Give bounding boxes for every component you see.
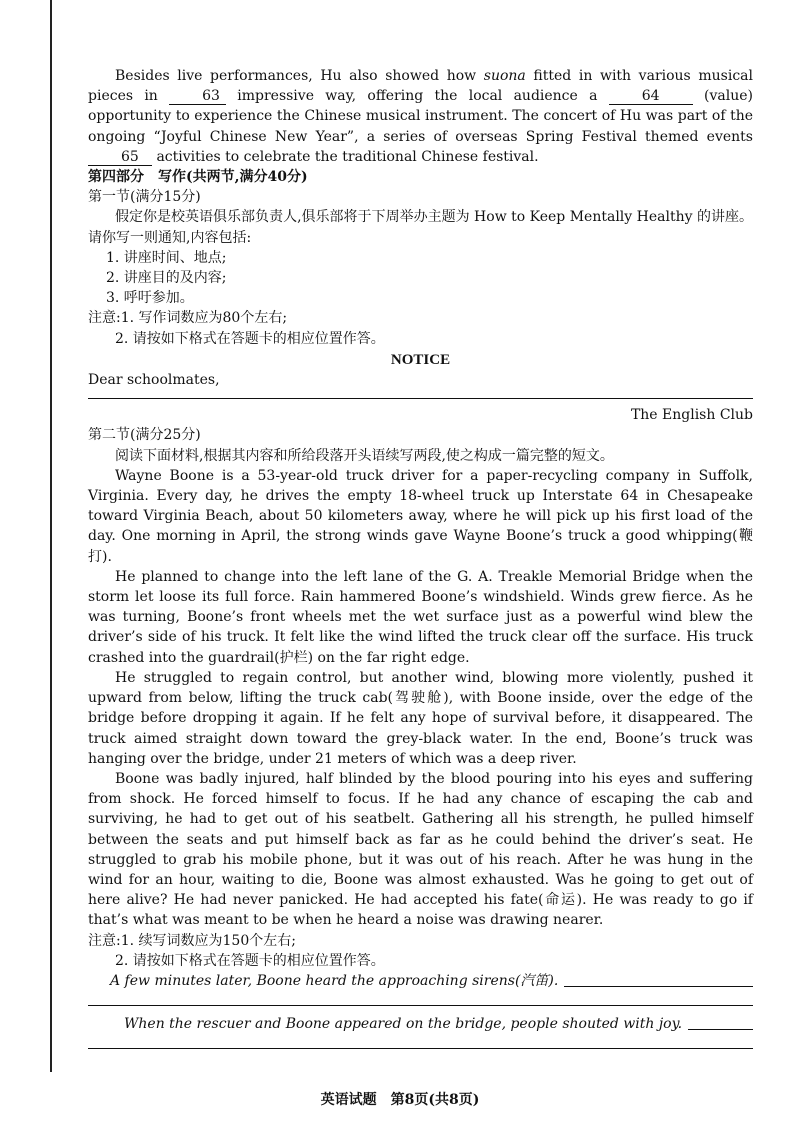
notice-title: NOTICE — [390, 351, 451, 368]
section2-note-1: 注意:1. 续写词数应为150个左右; — [88, 932, 296, 949]
writing-line[interactable] — [88, 398, 753, 399]
section1-item-1: 1. 讲座时间、地点; — [106, 249, 227, 266]
passage-text: impressive way, offering the local audience a — [237, 88, 598, 105]
answer-line[interactable] — [688, 1029, 753, 1030]
story-paragraph-1: Wayne Boone is a 53-year-old truck driver for a paper-recycling company in Suffolk, Virginia. Every day, he drives the empty 18-wheel truck up Interstate 64 in Chesapeake toward Virginia Beach, about 50 kilometers away, where he will pick up his first load of the day. One morning in April, the strong winds gave Wayne Boone’s truck a good whipping(鞭打). — [88, 467, 753, 565]
exam-page — [88, 66, 753, 1057]
section1-prompt: 假定你是校英语俱乐部负责人,俱乐部将于下周举办主题为 How to Keep Mentally Healthy 的讲座。请你写一则通知,内容包括: — [88, 209, 753, 246]
paragraph-2-opening: When the rescuer and Boone appeared on the bridge, people shouted with joy. — [124, 1016, 683, 1033]
section2-heading: 第二节(满分25分) — [88, 427, 201, 444]
continuation-prompt-2 — [88, 1014, 753, 1034]
section1-item-2: 2. 讲座目的及内容; — [106, 270, 227, 287]
section2-note-2: 2. 请按如下格式在答题卡的相应位置作答。 — [115, 952, 385, 969]
story-paragraph-2: He planned to change into the left lane of the G. A. Treakle Memorial Bridge when the storm let loose its full force. Rain hammered Boone’s windshield. Winds grew fierce. As he was turning, Boone’s front wheels met the wet surface just as a powerful wind blew the driver’s side of his truck. It felt like the wind lifted the truck clear off the surface. His truck crashed into the guardrail(护栏) on the far right edge. — [88, 568, 753, 666]
binding-margin-line — [50, 0, 52, 1072]
section2-prompt: 阅读下面材料,根据其内容和所给段落开头语续写两段,使之构成一篇完整的短文。 — [115, 447, 614, 464]
answer-line[interactable] — [88, 1005, 753, 1006]
continuation-prompt-1 — [88, 971, 753, 991]
section1-item-3: 3. 呼吁参加。 — [106, 290, 194, 307]
paragraph-1-opening: A few minutes later, Boone heard the approaching sirens(汽笛). — [110, 972, 559, 989]
section1-heading: 第一节(满分15分) — [88, 189, 201, 206]
passage-text: fitted in with various musical pieces in — [88, 68, 753, 105]
passage-text: (value) opportunity to experience the Chinese musical instrument. The concert of Hu was part of the ongoing “Joyful Chinese New Year”, a series of overseas Spring Festival themed events — [88, 88, 754, 145]
answer-line[interactable] — [88, 1048, 753, 1049]
story-paragraph-3: He struggled to regain control, but another wind, blowing more violently, pushed it upward from below, lifting the truck cab(驾驶舱), with Boone inside, over the edge of the bridge before dropping it again. If he felt any hope of survival before, it disappeared. The truck aimed straight down toward the grey-black water. In the end, Boone’s truck was hanging over the bridge, under 21 meters of which was a deep river. — [88, 669, 753, 767]
blank-64[interactable]: 64 — [609, 88, 693, 105]
passage-italic-word: suona — [483, 68, 526, 84]
passage-text: activities to celebrate the traditional Chinese festival. — [156, 148, 539, 165]
section1-note-1: 注意:1. 写作词数应为80个左右; — [88, 310, 288, 327]
page-footer: 英语试题 第8页(共8页) — [320, 1092, 480, 1108]
blank-65[interactable]: 65 — [88, 149, 152, 166]
part4-heading: 第四部分 写作(共两节,满分40分) — [88, 169, 308, 186]
signature: The English Club — [630, 407, 753, 424]
story-paragraph-4: Boone was badly injured, half blinded by the blood pouring into his eyes and suffering from shock. He forced himself to focus. If he had any chance of escaping the cab and surviving, he had to get out of his seatbelt. Gathering all his strength, he pulled himself between the seats and put himself back as far as he could behind the driver’s seat. He struggled to grab his mobile phone, but it was out of his reach. After he was hung in the wind for an hour, waiting to die, Boone was almost exhausted. Was he going to get out of here alive? He had never panicked. He had accepted his fate(命运). He was ready to go if that’s what was meant to be when he heard a noise was drawing nearer. — [88, 770, 753, 929]
greeting: Dear schoolmates, — [88, 372, 220, 389]
answer-line[interactable] — [564, 986, 753, 987]
passage-ending — [88, 66, 753, 167]
section1-note-2: 2. 请按如下格式在答题卡的相应位置作答。 — [115, 330, 385, 347]
blank-63[interactable]: 63 — [169, 88, 226, 105]
passage-text: Besides live performances, Hu also showed how — [115, 68, 477, 84]
